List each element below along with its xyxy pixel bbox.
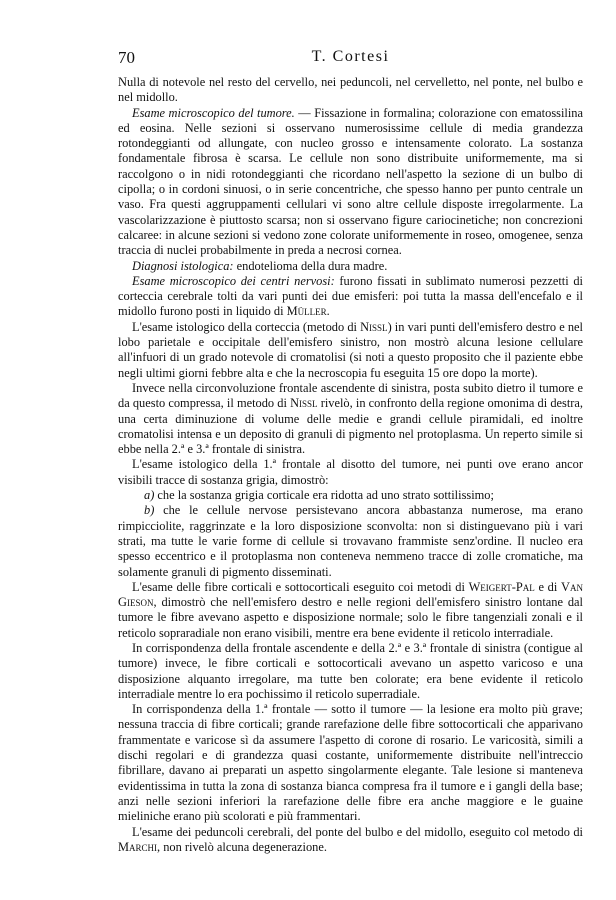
paragraph — [118, 641, 583, 702]
small-caps-run: Van Gieson — [118, 579, 583, 610]
running-title: T. Cortesi — [311, 48, 390, 65]
text-run: che le cellule nervose persistevano ancora abbastanza numerose, ma erano rimpicciolite, raggrinzate e la loro disposizione sconvolta: non si distinguevano più i vari strati, ma tutte le varie forme di cellule si trovavano frammiste senz'ordine. Il nucleo era spesso eccentrico e il protoplasma non conteneva nemmeno tracce di zolle cromatiche, ma solamente granuli di pigmento disseminati. — [118, 503, 583, 579]
page-header — [118, 48, 583, 68]
paragraph — [118, 702, 583, 824]
text-run: In corrispondenza della frontale ascendente e della 2.ª e 3.ª frontale di sinistra (contigue al tumore) invece, le fibre corticali e sottocorticali avevano un aspetto varicoso e una disposizione alquanto irregolare, ma tutte ben colorate; era bene evidente il reticolo interradiale mentre lo era pochissimo il reticolo superradiale. — [118, 640, 583, 701]
text-run: ) in vari punti dell'emisfero destro e nel lobo parietale e occipitale dell'emisfero sinistro, non mostrò alcuna lesione cellulare all'infuori di un grado notevole di cromatolisi (si noti a questo proposito che il paziente ebbe negli ultimi giorni febbre alta e che la necroscopia fu eseguita 15 ore dopo la morte). — [118, 319, 584, 380]
text-run: e di — [534, 579, 562, 594]
small-caps-run: Nissl — [360, 319, 388, 334]
italic-run: Esame microscopico dei centri nervosi: — [132, 273, 335, 288]
paragraph — [118, 320, 583, 381]
text-run: endotelioma della dura madre. — [233, 258, 388, 273]
small-caps-run: Weigert-Pal — [468, 579, 535, 594]
text-run: , dimostrò che nell'emisfero destro e nelle regioni dell'emisfero sinistro lontane dal tumore le fibre avevano aspetto e disposizione normale; solo le fibre tangenziali zonali e il reticolo sopraradiale non erano visibili, mentre era bene evidente il reticolo interradiale. — [118, 595, 583, 640]
paragraph — [118, 580, 583, 641]
text-run: Nulla di notevole nel resto del cervello, nei peduncoli, nel cervelletto, nel ponte, nel bulbo e nel midollo. — [118, 75, 583, 105]
text-run: L'esame dei peduncoli cerebrali, del ponte del bulbo e del midollo, eseguito col metodo di — [132, 824, 583, 839]
page-number: 70 — [118, 48, 135, 67]
text-run: rivelò, in confronto della regione omonima di destra, una certa diminuzione di volume delle medie e grandi cellule piramidali, ed inoltre cromatolisi intensa e un deposito di granuli di pigmento nel protoplasma. Un reperto simile si ebbe nella 2.ª e 3.ª frontale di sinistra. — [118, 396, 584, 457]
paragraph — [118, 106, 583, 259]
text-run: che la sostanza grigia corticale era ridotta ad uno strato sottilissimo; — [154, 488, 494, 503]
text-run: Invece nella circonvoluzione frontale ascendente di sinistra, posta subito dietro il tumore e da questo compressa, il metodo di — [118, 380, 583, 411]
paragraph — [118, 381, 583, 457]
list-item — [118, 488, 583, 503]
text-run: In corrispondenza della 1.ª frontale — sotto il tumore — la lesione era molto più grave; nessuna traccia di fibre corticali; grande rarefazione delle fibre sottocorticali che apparivano frammentate e varicose sì da assumere l'aspetto di corone di rosario. Le varicosità, simili a dischi regolari e di grandezza quasi costante, uniformemente distribuite nell'intreccio fibrillare, davano ai preparati un aspetto singolarmente elegante. Tale lesione si manteneva evidentissima in tutta la zona di sostanza bianca compresa fra il tumore e i gangli della base; anzi nelle sezioni inferiori la rarefazione delle fibre era anche maggiore e le guaine mieliniche erano più scolorati e più frammentari. — [118, 702, 583, 824]
italic-run: b) — [144, 503, 155, 518]
paragraph — [118, 825, 583, 856]
paragraph — [118, 274, 583, 320]
body-text — [118, 75, 583, 855]
paragraph — [118, 75, 583, 106]
small-caps-run: Nissl — [290, 396, 318, 411]
italic-run: a) — [144, 488, 155, 503]
small-caps-run: Müller — [286, 304, 327, 319]
text-run: — Fissazione in formalina; colorazione con ematossilina ed eosina. Nelle sezioni si osservano numerosissime cellule di media grandezza rotondeggianti od allungate, con nucleo grosso e intensamente colorato. La sostanza fondamentale fibrosa è scarsa. Le cellule non sono distribuite uniformemente, ma si raccolgono o in nidi rotondeggianti che ricordano nell'aspetto la sezione di un bulbo di cipolla; o in cordoni sinuosi, o in serie concentriche, che spesso hanno per punto centrale un vaso. Fra questi aggruppamenti cellulari vi sono altre cellule disposte irregolarmente. La vascolarizzazione è piuttosto scarsa; non si osservano figure cariocinetiche; non concrezioni calcaree: in alcune sezioni si vedono zone colorate uniformemente in roseo, omogenee, senza traccia di nuclei probabilmente in preda a necrosi cornea. — [118, 105, 583, 258]
text-run: furono fissati in sublimato numerosi pezzetti di corteccia cerebrale tolti da vari punti dei due emisferi: poi tutta la massa dell'encefalo e il midollo furono posti in liquido di — [118, 273, 583, 319]
paragraph — [118, 457, 583, 488]
text-run: L'esame istologico della 1.ª frontale al disotto del tumore, nei punti ove erano ancor visibili tracce di sostanza grigia, dimostrò: — [118, 457, 583, 487]
italic-run: Diagnosi istologica: — [132, 258, 234, 273]
text-run: L'esame istologico della corteccia (metodo di — [132, 319, 361, 334]
text-run: . — [326, 304, 330, 319]
text-run: , non rivelò alcuna degenerazione. — [157, 839, 327, 854]
list-item — [118, 503, 583, 579]
text-run: L'esame delle fibre corticali e sottocorticali eseguito coi metodi di — [132, 579, 469, 594]
paragraph — [118, 259, 583, 274]
italic-run: Esame microscopico del tumore. — [132, 105, 295, 120]
small-caps-run: Marchi — [118, 839, 158, 854]
